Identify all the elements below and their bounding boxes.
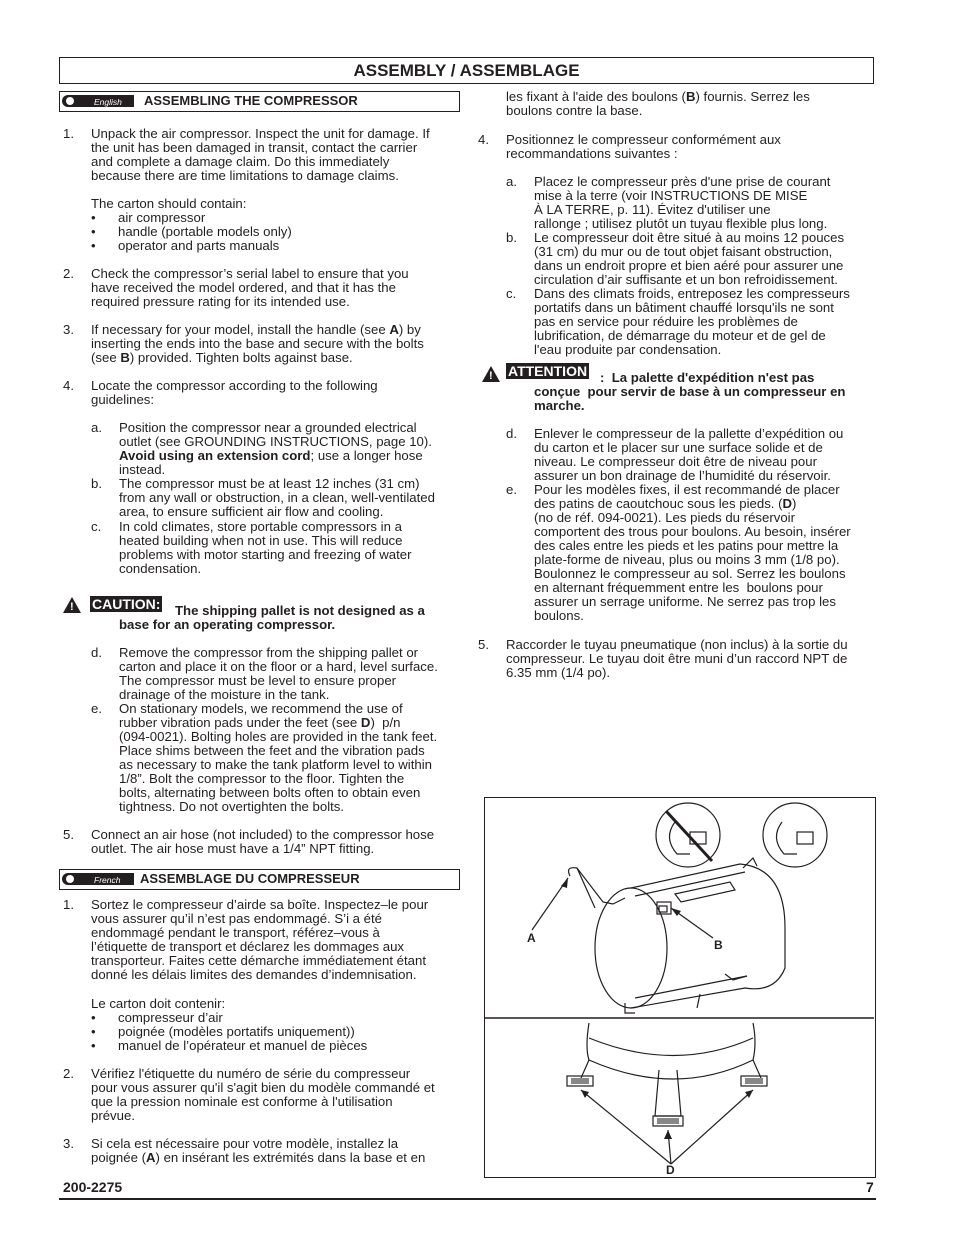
step-text-continued: les fixant à l'aide des boulons (B) fournis. Serrez les boulons contre la base. xyxy=(506,89,810,118)
substep-text: In cold climates, store portable compressors in a heated building when not in use. This will reduce problems with motor starting and freezing of water condensation. xyxy=(119,519,412,576)
step-number: 4. xyxy=(478,132,489,147)
step-text: Connect an air hose (not included) to the compressor hose outlet. The air hose must have a 1/4” NPT fitting. xyxy=(91,827,435,856)
carton-intro: The carton should contain: xyxy=(91,196,247,211)
section-heading: ASSEMBLAGE DU COMPRESSEUR xyxy=(140,871,360,886)
substep-letter: e. xyxy=(506,482,517,497)
carton-list xyxy=(91,210,292,253)
list-item: • handle (portable models only) xyxy=(91,224,292,239)
substep-letter: a. xyxy=(506,174,517,189)
footer-rule xyxy=(59,1198,876,1200)
substep-text: Position the compressor near a grounded electrical outlet (see GROUNDING INSTRUCTIONS, page 10). Avoid using an extension cord; use a longer hose instead. xyxy=(119,420,432,477)
step-number: 2. xyxy=(63,266,74,281)
french-language-tab xyxy=(60,870,138,888)
substep-text: Remove the compressor from the shipping pallet or carton and place it on the floor or a hard, level surface. The compressor must be level to ensure proper drainage of the moisture in the tank. xyxy=(119,645,438,702)
label-a: A xyxy=(527,931,536,945)
step-number: 3. xyxy=(63,322,74,337)
label-d: D xyxy=(666,1163,675,1176)
page-title: ASSEMBLY / ASSEMBLAGE xyxy=(59,57,874,84)
attention-text: : La palette d'expédition n'est pas xyxy=(600,370,815,385)
substep-text: The compressor must be at least 12 inches (31 cm) from any wall or obstruction, in a clean, well-ventilated area, to ensure sufficient air flow and cooling. xyxy=(119,476,435,519)
step-text: If necessary for your model, install the handle (see A) by inserting the ends into the base and secure with the bolts (see B) provided. Tighten bolts against base. xyxy=(91,322,424,365)
substep-text: On stationary models, we recommend the use of rubber vibration pads under the feet (see D) p/n (094-0021). Bolting holes are provided in the tank feet. Place shims between the feet and the vibration pads as necessary to make the tank platform level to within 1/8”. Bolt the compressor to the floor. Tighten the bolts, alternating between bolts often to obtain even tightness. Do not overtighten the bolts. xyxy=(119,701,438,814)
substep-text: Pour les modèles fixes, il est recommandé de placer des patins de caoutchouc sous les pieds. (D) (no de réf. 094-0021). Les pieds du réservoir comportent des trous pour boulons. Au besoin, insérer des cales entre les pieds et les patins pour mettre la plate-forme de niveau, plus ou moins 3 mm (1/8 po). Boulonnez le compresseur au sol. Serrez les boulons en alternant fréquemment entre les boulons pour assurer un serrage uniforme. Ne serrez pas trop les boulons. xyxy=(534,482,851,623)
substep-letter: a. xyxy=(91,420,102,435)
step-text: Si cela est nécessaire pour votre modèle, installez la poignée (A) en insérant les extrémités dans la base et en xyxy=(91,1136,426,1165)
list-item: • compresseur d’air xyxy=(91,1010,223,1025)
compressor-illustration xyxy=(485,798,874,1176)
step-number: 1. xyxy=(63,126,74,141)
substep-letter: c. xyxy=(506,286,517,301)
warning-icon: ! xyxy=(63,597,81,613)
step-number: 3. xyxy=(63,1136,74,1151)
step-number: 5. xyxy=(63,827,74,842)
carton-list xyxy=(91,1010,368,1053)
substep-letter: b. xyxy=(506,230,517,245)
list-item: • manuel de l’opérateur et manuel de pièces xyxy=(91,1038,368,1053)
step-text: Unpack the air compressor. Inspect the unit for damage. If the unit has been damaged in transit, contact the carrier and complete a damage claim. Do this immediately because there are time limitations to damage claims. xyxy=(91,126,430,183)
substep-text: Enlever le compresseur de la pallette d’expédition ou du carton et le placer sur une surface solide et de niveau. Le compresseur doit être de niveau pour assurer un bon drainage de l’humidité du réservoir. xyxy=(534,426,844,483)
carton-intro: Le carton doit contenir: xyxy=(91,996,226,1011)
bullet-icon xyxy=(66,97,74,105)
list-item: • poignée (modèles portatifs uniquement)) xyxy=(91,1024,355,1039)
substep-letter: b. xyxy=(91,476,102,491)
english-language-tab xyxy=(60,92,138,110)
step-text: Vérifiez l'étiquette du numéro de série du compresseur pour vous assurer qu'il s'agit bien du modèle commandé et que la pression nominale est conforme à l'utilisation prévue. xyxy=(91,1066,435,1123)
section-heading: ASSEMBLING THE COMPRESSOR xyxy=(144,93,358,108)
list-item: • operator and parts manuals xyxy=(91,238,280,253)
caution-text-cont: base for an operating compressor. xyxy=(119,617,336,632)
substep-text: Dans des climats froids, entreposez les compresseurs portatifs dans un bâtiment chauffé lorsqu'ils ne sont pas en service pour réduire les problèmes de lubrification, de démarrage du moteur et de gel de l'eau produite par condensation. xyxy=(534,286,850,357)
substep-letter: c. xyxy=(91,519,102,534)
attention-badge: ATTENTION xyxy=(508,363,588,379)
assembly-figure xyxy=(484,797,876,1178)
language-label: French xyxy=(94,875,121,885)
substep-letter: e. xyxy=(91,701,102,716)
step-text: Check the compressor’s serial label to ensure that you have received the model ordered, and that it has the required pressure rating for its intended use. xyxy=(91,266,409,309)
step-text: Locate the compressor according to the following guidelines: xyxy=(91,378,378,407)
french-section-header xyxy=(59,869,460,890)
list-item: • air compressor xyxy=(91,210,206,225)
step-number: 2. xyxy=(63,1066,74,1081)
attention-text-cont: conçue pour servir de base à un compresseur en marche. xyxy=(534,384,846,413)
caution-text: The shipping pallet is not designed as a xyxy=(175,603,425,618)
language-label: English xyxy=(94,97,122,107)
substep-letter: d. xyxy=(91,645,102,660)
caution-badge: CAUTION: xyxy=(92,596,161,612)
doc-number: 200-2275 xyxy=(63,1179,123,1195)
page-number: 7 xyxy=(866,1179,874,1195)
substep-letter: d. xyxy=(506,426,517,441)
substep-text: Le compresseur doit être situé à au moins 12 pouces (31 cm) du mur ou de tout objet faisant obstruction, dans un endroit propre et bien aéré pour assurer une circulation d’air suffisante et un bon refroidissement. xyxy=(534,230,845,287)
step-number: 5. xyxy=(478,637,489,652)
step-number: 4. xyxy=(63,378,74,393)
label-b: B xyxy=(714,938,723,952)
step-text: Raccorder le tuyau pneumatique (non inclus) à la sortie du compresseur. Le tuyau doit être muni d’un raccord NPT de 6.35 mm (1/4 po). xyxy=(506,637,848,680)
english-section-header xyxy=(59,91,460,112)
step-text: Positionnez le compresseur conformément aux recommandations suivantes : xyxy=(506,132,781,161)
step-number: 1. xyxy=(63,897,74,912)
bullet-icon xyxy=(66,875,74,883)
substep-text: Placez le compresseur près d'une prise de courant mise à la terre (voir INSTRUCTIONS DE MISE À LA TERRE, p. 11). Évitez d'utiliser une rallonge ; utilisez plutôt un tuyau flexible plus long. xyxy=(534,174,831,231)
step-text: Sortez le compresseur d’airde sa boîte. Inspectez–le pour vous assurer qu’il n’est pas endommagé. S’i a été endommagé pendant le transport, référez–vous à l’étiquette de transport et déclarez les dommages aux transporteur. Faites cette démarche immédiatement étant donné les délais limites des demandes d’indemnisation. xyxy=(91,897,429,982)
warning-icon: ! xyxy=(482,366,500,382)
